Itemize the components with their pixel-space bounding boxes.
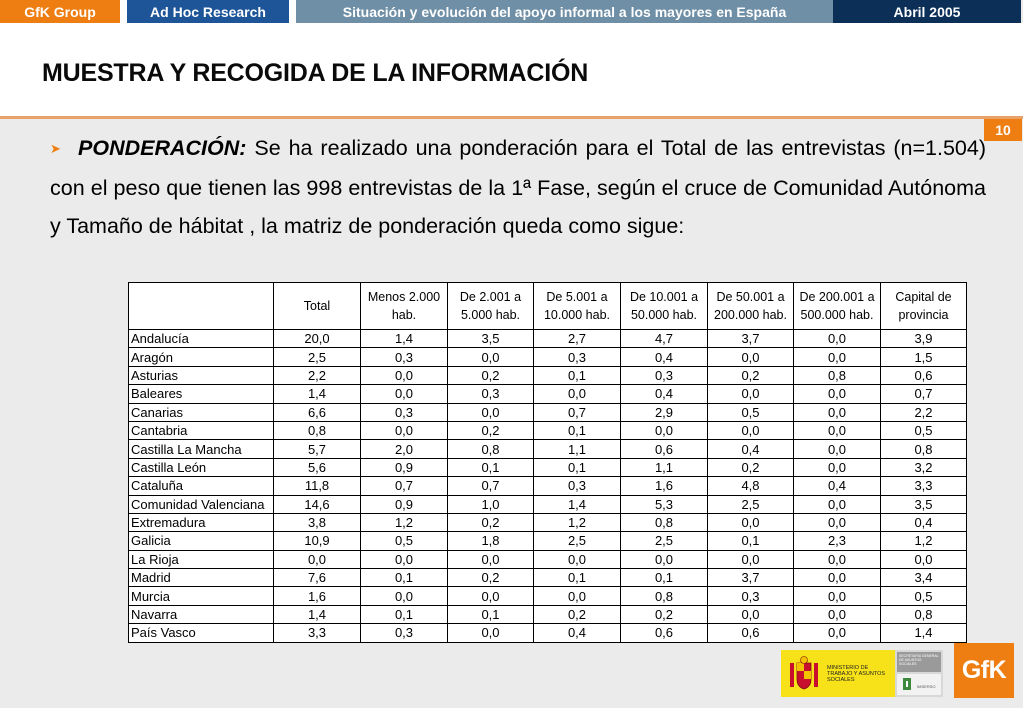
region-name-cell: Extremadura: [129, 513, 274, 531]
imserso-text: IMSERSO: [917, 684, 936, 689]
weight-value-cell: 0,0: [448, 348, 534, 366]
weight-value-cell: 3,9: [881, 330, 967, 348]
weight-value-cell: 0,3: [361, 348, 448, 366]
weight-value-cell: 0,2: [448, 421, 534, 439]
weight-value-cell: 11,8: [274, 477, 361, 495]
weight-value-cell: 2,5: [708, 495, 794, 513]
weight-value-cell: 0,2: [448, 366, 534, 384]
weight-value-cell: 0,0: [448, 403, 534, 421]
weight-value-cell: 5,3: [621, 495, 708, 513]
weight-value-cell: 0,5: [881, 421, 967, 439]
weight-value-cell: 0,0: [794, 440, 881, 458]
weight-value-cell: 0,9: [361, 495, 448, 513]
region-name-cell: Comunidad Valenciana: [129, 495, 274, 513]
weight-value-cell: 3,5: [881, 495, 967, 513]
weight-value-cell: 1,5: [881, 348, 967, 366]
weight-value-cell: 20,0: [274, 330, 361, 348]
weight-value-cell: 0,0: [274, 550, 361, 568]
weight-value-cell: 0,2: [448, 569, 534, 587]
weight-value-cell: 4,7: [621, 330, 708, 348]
weight-value-cell: 1,1: [534, 440, 621, 458]
weight-value-cell: 2,5: [274, 348, 361, 366]
coat-of-arms-icon: [787, 655, 821, 693]
region-name-cell: La Rioja: [129, 550, 274, 568]
weight-value-cell: 2,7: [534, 330, 621, 348]
weight-value-cell: 0,8: [881, 440, 967, 458]
weight-value-cell: 0,6: [708, 624, 794, 642]
weight-value-cell: 0,2: [708, 458, 794, 476]
weight-value-cell: 1,4: [534, 495, 621, 513]
weight-value-cell: 1,6: [621, 477, 708, 495]
study-title: Situación y evolución del apoyo informal a los mayores en España: [296, 0, 833, 23]
weight-value-cell: 0,1: [361, 605, 448, 623]
region-name-cell: Navarra: [129, 605, 274, 623]
paragraph-text: Se ha realizado una ponderación para el Total de las entrevistas (n=1.504) con el peso que tienen las 998 entrevistas de la 1ª Fase, según el cruce de Comunidad Autónoma y Tamaño de hábitat , la matriz de ponderación queda como sigue:: [50, 136, 987, 238]
weight-value-cell: 5,7: [274, 440, 361, 458]
weight-value-cell: 1,4: [274, 605, 361, 623]
weight-value-cell: 0,0: [794, 458, 881, 476]
weight-value-cell: 0,0: [361, 550, 448, 568]
weight-value-cell: 0,0: [708, 421, 794, 439]
weight-value-cell: 0,0: [794, 569, 881, 587]
weight-value-cell: 7,6: [274, 569, 361, 587]
weight-value-cell: 14,6: [274, 495, 361, 513]
table-row: [129, 513, 967, 531]
table-row: [129, 477, 967, 495]
weight-value-cell: 0,0: [794, 330, 881, 348]
weight-value-cell: 2,0: [361, 440, 448, 458]
weight-value-cell: 0,0: [708, 550, 794, 568]
column-header: Menos 2.000 hab.: [361, 283, 448, 330]
region-name-cell: Aragón: [129, 348, 274, 366]
weight-value-cell: 0,0: [794, 403, 881, 421]
table-row: [129, 421, 967, 439]
banner-gap: [120, 0, 127, 23]
region-name-cell: Galicia: [129, 532, 274, 550]
weight-value-cell: 1,2: [361, 513, 448, 531]
weight-value-cell: 0,6: [621, 624, 708, 642]
weight-value-cell: 0,0: [708, 348, 794, 366]
weight-value-cell: 0,0: [794, 385, 881, 403]
weighting-matrix-table: [128, 282, 967, 643]
weight-value-cell: 0,0: [534, 385, 621, 403]
column-header: De 2.001 a 5.000 hab.: [448, 283, 534, 330]
slide-title: MUESTRA Y RECOGIDA DE LA INFORMACIÓN: [42, 59, 589, 87]
table-row: [129, 605, 967, 623]
weight-value-cell: 3,7: [708, 569, 794, 587]
weight-value-cell: 0,0: [794, 513, 881, 531]
weight-value-cell: 6,6: [274, 403, 361, 421]
weight-value-cell: 0,2: [708, 366, 794, 384]
weight-value-cell: 0,0: [794, 495, 881, 513]
table-row: [129, 458, 967, 476]
weight-value-cell: 0,4: [621, 348, 708, 366]
weight-value-cell: 0,4: [621, 385, 708, 403]
weight-value-cell: 4,8: [708, 477, 794, 495]
weight-value-cell: 0,5: [361, 532, 448, 550]
weight-value-cell: 0,1: [361, 569, 448, 587]
table-row: [129, 569, 967, 587]
weight-value-cell: 1,1: [621, 458, 708, 476]
weight-value-cell: 0,0: [621, 550, 708, 568]
weight-value-cell: 0,8: [448, 440, 534, 458]
weight-value-cell: 3,8: [274, 513, 361, 531]
table-row: [129, 348, 967, 366]
table-row: [129, 366, 967, 384]
region-name-cell: Cantabria: [129, 421, 274, 439]
weight-value-cell: 0,1: [534, 366, 621, 384]
weight-value-cell: 0,8: [621, 587, 708, 605]
weight-value-cell: 0,8: [274, 421, 361, 439]
weight-value-cell: 2,2: [274, 366, 361, 384]
region-name-cell: Canarias: [129, 403, 274, 421]
weight-value-cell: 0,0: [794, 348, 881, 366]
weight-value-cell: 0,2: [534, 605, 621, 623]
weight-value-cell: 1,8: [448, 532, 534, 550]
weight-value-cell: 0,0: [534, 550, 621, 568]
table-header-row: [129, 283, 967, 330]
column-header: De 200.001 a 500.000 hab.: [794, 283, 881, 330]
weight-value-cell: 3,4: [881, 569, 967, 587]
weight-value-cell: 0,0: [361, 587, 448, 605]
table-row: [129, 330, 967, 348]
weight-value-cell: 0,4: [794, 477, 881, 495]
weight-value-cell: 2,5: [621, 532, 708, 550]
table-row: [129, 385, 967, 403]
region-name-cell: Baleares: [129, 385, 274, 403]
weight-value-cell: 0,3: [448, 385, 534, 403]
weight-value-cell: 0,0: [881, 550, 967, 568]
weight-value-cell: 1,4: [881, 624, 967, 642]
table-row: [129, 532, 967, 550]
weight-value-cell: 0,3: [534, 348, 621, 366]
table-row: [129, 440, 967, 458]
secretaria-text: SECRETARÍA GENERAL DE ASUNTOS SOCIALES: [897, 652, 941, 672]
imserso-logo: [897, 674, 941, 695]
table-row: [129, 587, 967, 605]
ministerio-text: MINISTERIO DE TRABAJO Y ASUNTOS SOCIALES: [827, 664, 886, 683]
column-header: De 5.001 a 10.000 hab.: [534, 283, 621, 330]
weight-value-cell: 0,7: [534, 403, 621, 421]
weight-value-cell: 0,1: [621, 569, 708, 587]
region-name-cell: Asturias: [129, 366, 274, 384]
weight-value-cell: 0,1: [448, 458, 534, 476]
header-divider: [0, 116, 1023, 119]
weight-value-cell: 0,5: [881, 587, 967, 605]
banner-gap: [289, 0, 296, 23]
weight-value-cell: 1,0: [448, 495, 534, 513]
weight-value-cell: 0,3: [361, 624, 448, 642]
weight-value-cell: 0,4: [534, 624, 621, 642]
arrow-bullet-icon: ➤: [50, 141, 61, 156]
weight-value-cell: 0,7: [361, 477, 448, 495]
slide-header: [0, 23, 1023, 117]
weight-value-cell: 0,1: [534, 421, 621, 439]
region-name-cell: Cataluña: [129, 477, 274, 495]
region-name-cell: Andalucía: [129, 330, 274, 348]
weight-value-cell: 0,0: [621, 421, 708, 439]
weight-value-cell: 0,0: [708, 385, 794, 403]
region-name-cell: Madrid: [129, 569, 274, 587]
page-number: 10: [984, 119, 1022, 141]
weight-value-cell: 0,0: [794, 421, 881, 439]
table-row: [129, 624, 967, 642]
weight-value-cell: 1,4: [274, 385, 361, 403]
table-row: [129, 550, 967, 568]
region-name-cell: Castilla León: [129, 458, 274, 476]
weight-value-cell: 0,1: [448, 605, 534, 623]
weight-value-cell: 0,4: [708, 440, 794, 458]
weight-value-cell: 0,1: [534, 458, 621, 476]
top-banner: [0, 0, 1023, 23]
paragraph-lead: PONDERACIÓN:: [78, 136, 247, 160]
weight-value-cell: 0,3: [534, 477, 621, 495]
region-name-cell: Castilla La Mancha: [129, 440, 274, 458]
weight-value-cell: 2,3: [794, 532, 881, 550]
weight-value-cell: 0,3: [708, 587, 794, 605]
secretaria-logo: [895, 650, 943, 697]
weight-value-cell: 0,8: [794, 366, 881, 384]
weight-value-cell: 0,3: [621, 366, 708, 384]
weight-value-cell: 0,0: [794, 587, 881, 605]
weight-value-cell: 3,3: [274, 624, 361, 642]
weight-value-cell: 0,8: [621, 513, 708, 531]
region-name-cell: Murcia: [129, 587, 274, 605]
weight-value-cell: 0,8: [881, 605, 967, 623]
weight-value-cell: 0,0: [794, 605, 881, 623]
weight-value-cell: 0,3: [361, 403, 448, 421]
weight-value-cell: 0,1: [534, 569, 621, 587]
weight-value-cell: 0,9: [361, 458, 448, 476]
region-name-cell: País Vasco: [129, 624, 274, 642]
weight-value-cell: 0,4: [881, 513, 967, 531]
date-label: Abril 2005: [833, 0, 1021, 23]
ponderacion-paragraph: [50, 129, 986, 246]
weight-value-cell: 0,0: [534, 587, 621, 605]
header-corner-cell: [129, 283, 274, 330]
weight-value-cell: 0,2: [621, 605, 708, 623]
weight-value-cell: 2,2: [881, 403, 967, 421]
weight-value-cell: 0,0: [361, 366, 448, 384]
weight-value-cell: 5,6: [274, 458, 361, 476]
weight-value-cell: 0,6: [621, 440, 708, 458]
weight-value-cell: 1,2: [881, 532, 967, 550]
table-row: [129, 403, 967, 421]
weight-value-cell: 0,0: [361, 385, 448, 403]
weight-value-cell: 0,0: [361, 421, 448, 439]
column-header: De 10.001 a 50.000 hab.: [621, 283, 708, 330]
column-header: Total: [274, 283, 361, 330]
weight-value-cell: 10,9: [274, 532, 361, 550]
weight-value-cell: 3,5: [448, 330, 534, 348]
column-header: Capital de provincia: [881, 283, 967, 330]
weight-value-cell: 0,0: [794, 550, 881, 568]
weight-value-cell: 0,2: [448, 513, 534, 531]
weight-value-cell: 3,7: [708, 330, 794, 348]
weight-value-cell: 1,4: [361, 330, 448, 348]
weight-value-cell: 2,9: [621, 403, 708, 421]
weight-value-cell: 0,5: [708, 403, 794, 421]
gfk-logo: GfK: [954, 643, 1014, 698]
weight-value-cell: 0,1: [708, 532, 794, 550]
weight-value-cell: 0,0: [708, 605, 794, 623]
ministry-logos: [781, 650, 943, 697]
weight-value-cell: 1,2: [534, 513, 621, 531]
weight-value-cell: 0,0: [448, 550, 534, 568]
ministerio-logo: [781, 650, 895, 697]
weight-value-cell: 2,5: [534, 532, 621, 550]
weight-value-cell: 0,0: [448, 587, 534, 605]
weight-value-cell: 0,6: [881, 366, 967, 384]
weight-value-cell: 3,2: [881, 458, 967, 476]
column-header: De 50.001 a 200.000 hab.: [708, 283, 794, 330]
division-label: Ad Hoc Research: [127, 0, 289, 23]
weight-value-cell: 0,7: [881, 385, 967, 403]
company-label: GfK Group: [0, 0, 120, 23]
weight-value-cell: 1,6: [274, 587, 361, 605]
weight-value-cell: 3,3: [881, 477, 967, 495]
table-row: [129, 495, 967, 513]
weight-value-cell: 0,0: [708, 513, 794, 531]
weight-value-cell: 0,0: [448, 624, 534, 642]
weight-value-cell: 0,0: [794, 624, 881, 642]
weight-value-cell: 0,7: [448, 477, 534, 495]
